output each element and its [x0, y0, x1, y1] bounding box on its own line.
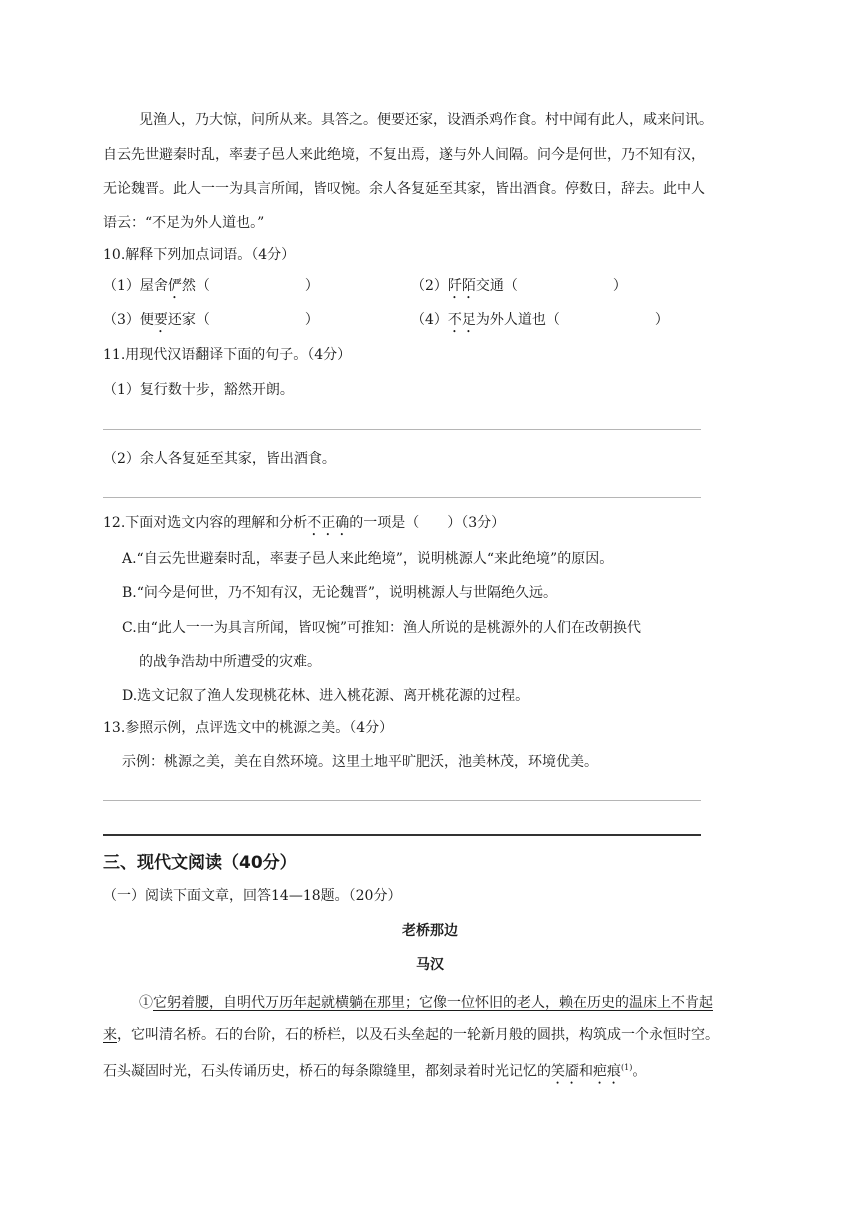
- answer-line: [103, 800, 701, 801]
- answer-line: [103, 497, 701, 498]
- q10-item-1: （1）屋舍俨然（ ）: [103, 278, 319, 294]
- passage-line-4: 语云：“不足为外人道也。”: [103, 215, 265, 231]
- article-author: 马汉: [416, 957, 444, 973]
- passage-line-1: 见渔人，乃大惊，问所从来。具答之。便要还家，设酒杀鸡作食。村中闻有此人，咸来问讯。: [139, 112, 713, 128]
- footnote-marker: (1): [621, 1063, 633, 1072]
- q11-sentence-2: （2）余人各复延至其家，皆出酒食。: [103, 451, 336, 467]
- paragraph-1-line-1: ①它躬着腰，自明代万历年起就横躺在那里；它像一位怀旧的老人，赖在历史的温床上不肯起: [139, 995, 713, 1011]
- article-title: 老桥那边: [402, 923, 458, 939]
- q10-item-2: （2）阡陌交通（ ）: [411, 278, 627, 294]
- passage-line-3: 无论魏晋。此人一一为具言所闻，皆叹惋。余人各复延至其家，皆出酒食。停数日，辞去。此中人: [103, 181, 705, 197]
- q10-item-3: （3）便要还家（ ）: [103, 312, 319, 328]
- q10-stem: 10.解释下列加点词语。（4分）: [103, 247, 296, 263]
- section-divider: [103, 834, 701, 836]
- q12-option-a: A.“自云先世避秦时乱，率妻子邑人来此绝境”，说明桃源人“来此绝境”的原因。: [122, 551, 614, 567]
- q12-option-c-cont: 的战争浩劫中所遭受的灾难。: [139, 654, 321, 670]
- section-title: 三、现代文阅读（40分）: [103, 853, 297, 873]
- q13-stem: 13.参照示例，点评选文中的桃源之美。（4分）: [103, 720, 394, 736]
- paragraph-1-line-3: 石头凝固时光，石头传诵历史，桥石的每条隙缝里，都刻录着时光记忆的笑靥和疤痕$^{(1)}$。: [103, 1063, 647, 1080]
- answer-line: [103, 429, 701, 430]
- q11-stem: 11.用现代汉语翻译下面的句子。（4分）: [103, 347, 352, 363]
- q11-sentence-1: （1）复行数十步，豁然开朗。: [103, 382, 294, 398]
- paragraph-1-line-2: 来，它叫清名桥。石的台阶，石的桥栏，以及石头垒起的一轮新月般的圆拱，构筑成一个永恒时空。: [103, 1027, 719, 1043]
- q12-option-c: C.由“此人一一为具言所闻，皆叹惋”可推知：渔人所说的是桃源外的人们在改朝换代: [122, 620, 641, 636]
- q13-example: 示例：桃源之美，美在自然环境。这里土地平旷肥沃，池美林茂，环境优美。: [122, 754, 598, 770]
- section-intro: （一）阅读下面文章，回答14—18题。（20分）: [103, 888, 402, 904]
- passage-line-2: 自云先世避秦时乱，率妻子邑人来此绝境，不复出焉，遂与外人间隔。问今是何世，乃不知有汉，: [103, 147, 705, 163]
- q12-stem: 12.下面对选文内容的理解和分析不正确的一项是（ ）（3分）: [103, 515, 506, 531]
- q10-item-4: （4）不足为外人道也（ ）: [411, 312, 669, 328]
- q12-option-d: D.选文记叙了渔人发现桃花林、进入桃花源、离开桃花源的过程。: [122, 688, 530, 704]
- q12-option-b: B.“问今是何世，乃不知有汉，无论魏晋”，说明桃源人与世隔绝久远。: [122, 585, 558, 601]
